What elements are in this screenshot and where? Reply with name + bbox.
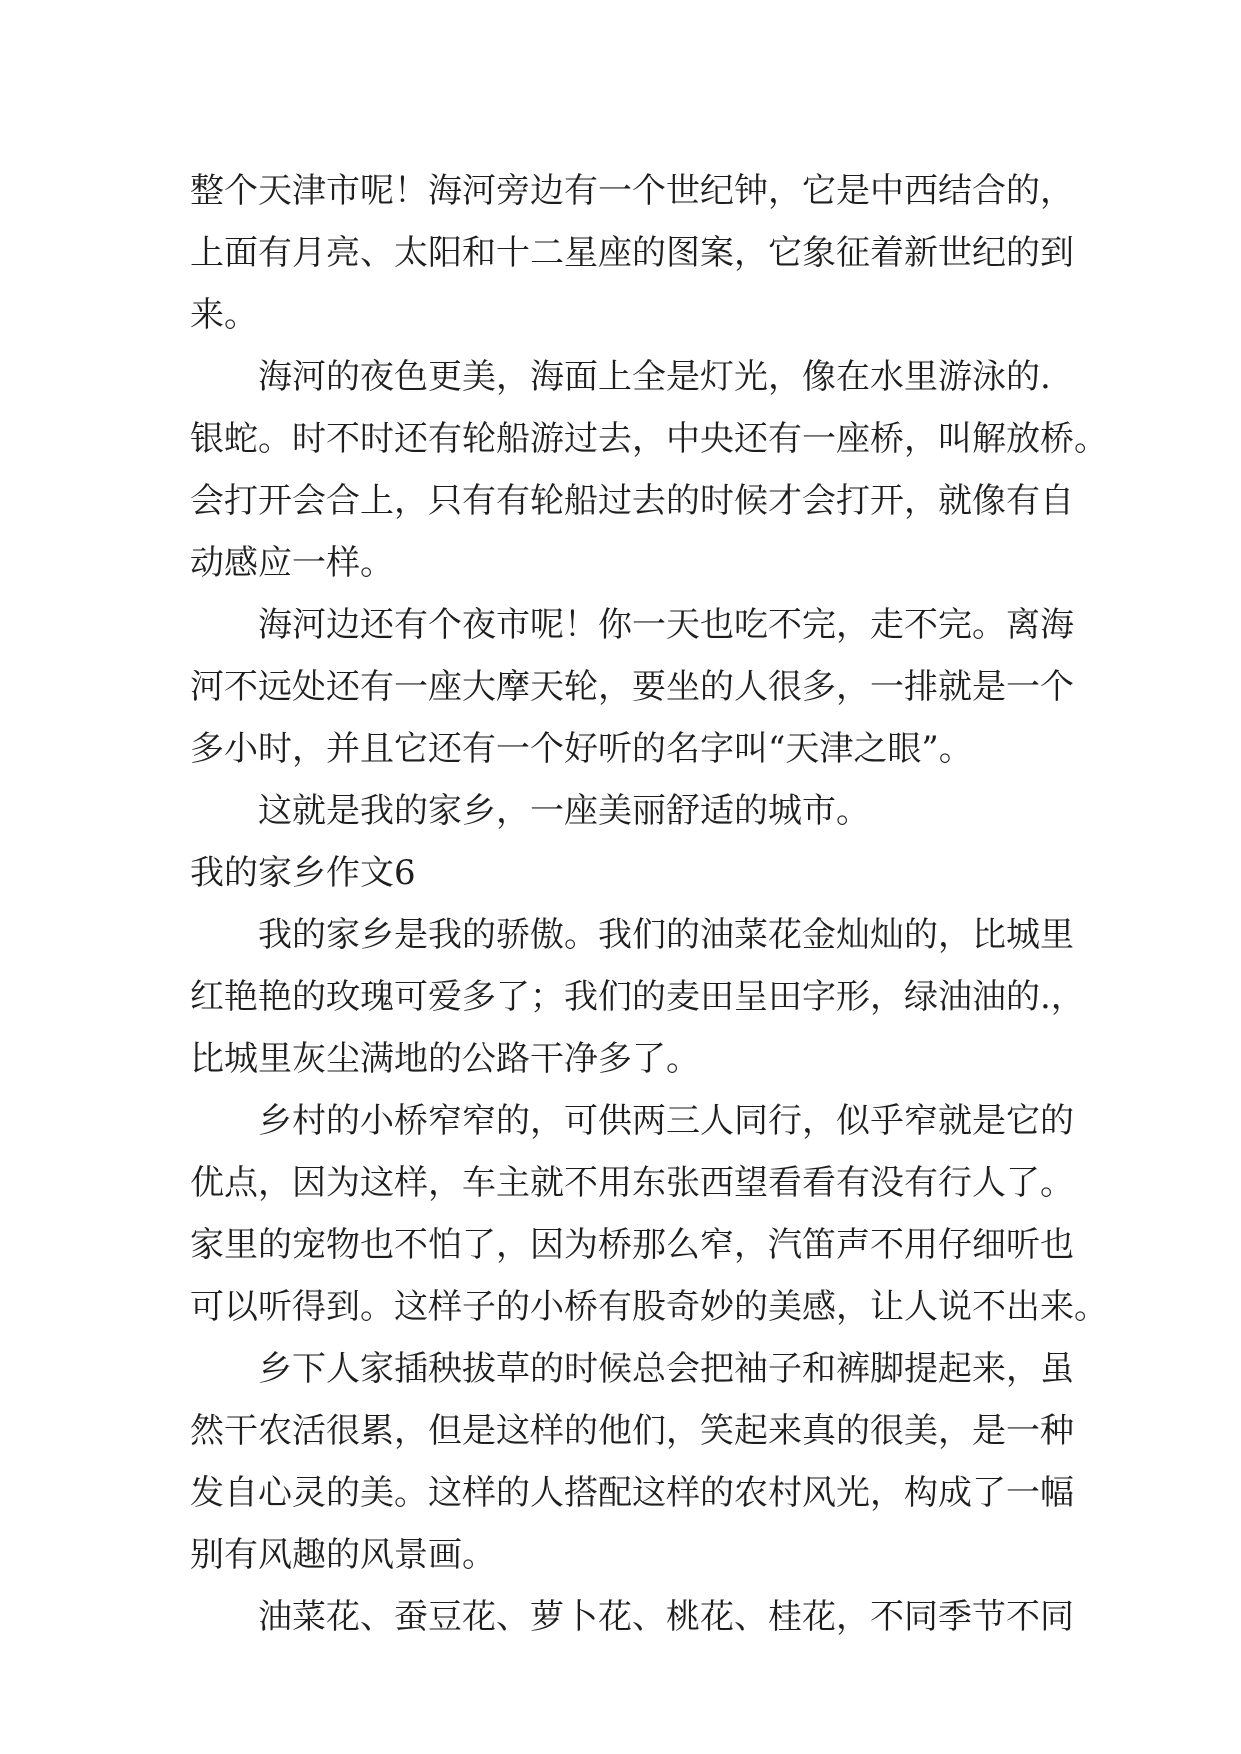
- text-line: 然干农活很累，但是这样的他们，笑起来真的很美，是一种: [190, 1411, 1074, 1451]
- text-line: 动感应一样。: [190, 543, 394, 583]
- text-line: 发自心灵的美。这样的人搭配这样的农村风光，构成了一幅: [190, 1473, 1074, 1513]
- text-line: 海河边还有个夜市呢！你一天也吃不完，走不完。离海: [258, 605, 1074, 645]
- text-line: 银蛇。时不时还有轮船游过去，中央还有一座桥，叫解放桥。: [190, 419, 1108, 459]
- text-line: 家里的宠物也不怕了，因为桥那么窄，汽笛声不用仔细听也: [190, 1225, 1074, 1265]
- text-line: 油菜花、蚕豆花、萝卜花、桃花、桂花，不同季节不同: [258, 1597, 1074, 1637]
- section-heading: 我的家乡作文6: [190, 853, 416, 893]
- text-line: 这就是我的家乡，一座美丽舒适的城市。: [258, 791, 870, 831]
- text-line: 来。: [190, 295, 258, 335]
- text-line: 上面有月亮、太阳和十二星座的图案，它象征着新世纪的到: [190, 233, 1074, 273]
- document-body: [190, 160, 1108, 1648]
- text-line: 河不远处还有一座大摩天轮，要坐的人很多，一排就是一个: [190, 667, 1074, 707]
- text-line: 乡下人家插秧拔草的时候总会把袖子和裤脚提起来，虽: [258, 1349, 1074, 1389]
- text-line: 乡村的小桥窄窄的，可供两三人同行，似乎窄就是它的: [258, 1101, 1074, 1141]
- text-line: 比城里灰尘满地的公路干净多了。: [190, 1039, 700, 1079]
- text-line: 可以听得到。这样子的小桥有股奇妙的美感，让人说不出来。: [190, 1287, 1108, 1327]
- text-line: 红艳艳的玫瑰可爱多了；我们的麦田呈田字形，绿油油的.，: [190, 977, 1085, 1017]
- text-line: 别有风趣的风景画。: [190, 1535, 496, 1575]
- text-line: 多小时，并且它还有一个好听的名字叫“天津之眼”。: [190, 729, 973, 769]
- text-line: 优点，因为这样，车主就不用东张西望看看有没有行人了。: [190, 1163, 1074, 1203]
- text-line: 整个天津市呢！海河旁边有一个世纪钟，它是中西结合的，: [190, 171, 1074, 211]
- text-line: 会打开会合上，只有有轮船过去的时候才会打开，就像有自: [190, 481, 1074, 521]
- text-line: 海河的夜色更美，海面上全是灯光，像在水里游泳的.: [258, 357, 1051, 397]
- text-line: 我的家乡是我的骄傲。我们的油菜花金灿灿的，比城里: [258, 915, 1074, 955]
